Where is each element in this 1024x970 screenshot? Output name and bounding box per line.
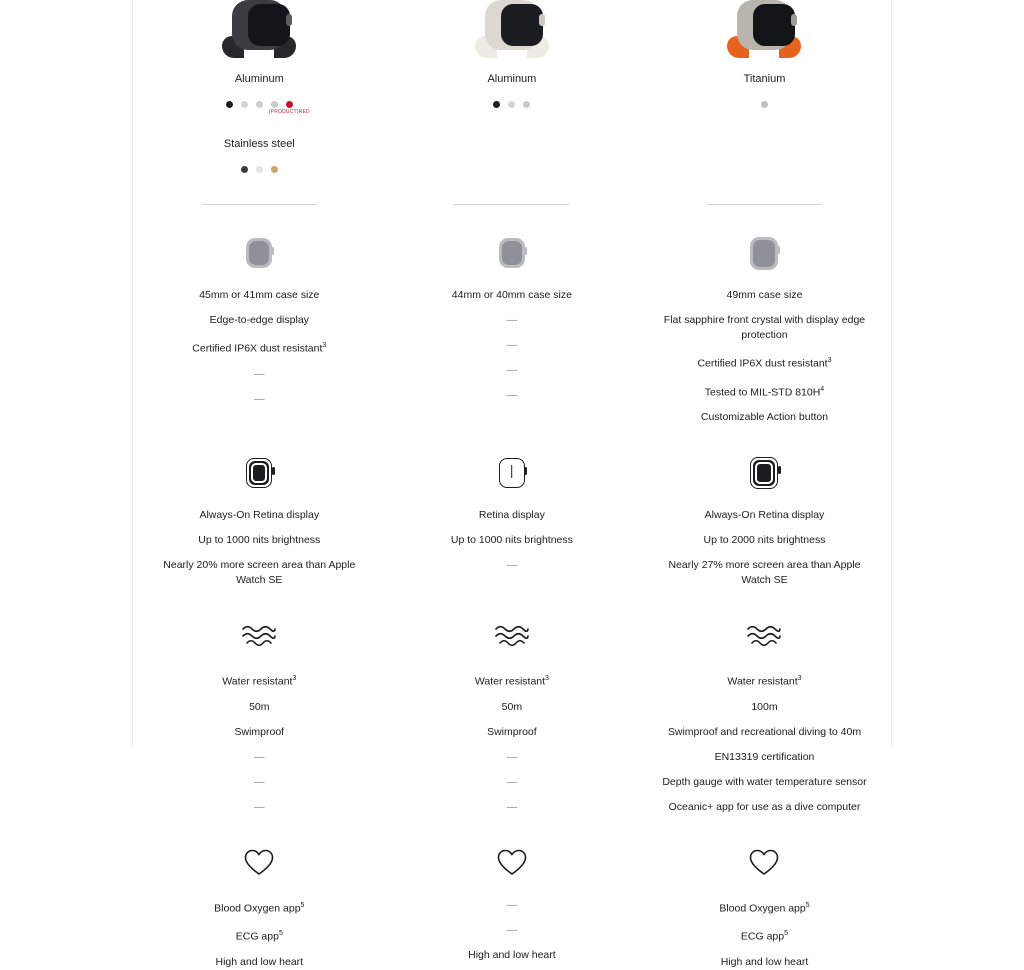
footnote-marker: 5: [784, 930, 789, 937]
spec-placeholder: —: [506, 898, 518, 911]
health-section: [133, 815, 891, 970]
product-images-row: [133, 0, 891, 58]
spec-en13319: EN13319 certification: [714, 750, 815, 763]
spec-ecg: [638, 926, 891, 945]
swatch-option[interactable]: [256, 101, 263, 108]
swatch-option[interactable]: [271, 166, 278, 173]
water-waves-icon: [133, 614, 386, 658]
watch-display-icon: [386, 451, 639, 495]
spec-brightness: Up to 1000 nits brightness: [198, 534, 321, 546]
material-label-secondary: Stainless steel: [223, 138, 295, 150]
spec-text: Water resistant: [727, 675, 798, 688]
material-label: Titanium: [743, 73, 786, 85]
spec-water-resistant: [638, 671, 891, 690]
materials-series: [133, 58, 386, 176]
spec-text: Blood Oxygen app: [719, 902, 806, 914]
display-section: [133, 425, 891, 588]
water-specs-ultra: [638, 588, 891, 815]
health-specs-ultra: [638, 815, 891, 970]
spec-mil-std: [638, 382, 891, 401]
spec-placeholder: —: [506, 389, 518, 401]
footnote-marker: 5: [300, 901, 305, 909]
spec-ecg: [133, 926, 386, 945]
spec-blood-oxygen: [638, 898, 891, 917]
product-image-series[interactable]: [133, 0, 386, 58]
swatch-option-product-red[interactable]: [268, 101, 310, 115]
spec-placeholder: —: [506, 923, 518, 936]
case-specs-se: [386, 205, 639, 425]
watch-case-icon: [133, 231, 386, 275]
heart-icon: [638, 841, 891, 885]
spec-display: Retina display: [478, 509, 545, 521]
spec-placeholder: —: [254, 367, 265, 380]
spec-text: Blood Oxygen app: [214, 902, 301, 914]
product-image-ultra[interactable]: [638, 0, 891, 58]
spec-placeholder: —: [506, 559, 518, 571]
case-section: [133, 205, 891, 425]
health-specs-se: [386, 815, 639, 970]
watch-case-icon: [386, 231, 639, 275]
spec-placeholder: —: [254, 750, 265, 763]
spec-front-crystal: Flat sapphire front crystal with display edge protection: [663, 314, 866, 341]
spec-placeholder: —: [506, 339, 518, 351]
spec-placeholder: —: [254, 775, 265, 788]
spec-case-size: 45mm or 41mm case size: [199, 289, 320, 301]
spec-brightness: Up to 1000 nits brightness: [450, 534, 573, 546]
color-swatches-aluminum-se[interactable]: [386, 97, 639, 111]
spec-swimproof: Swimproof: [487, 725, 537, 738]
footnote-marker: 3: [797, 675, 802, 682]
swatch-option[interactable]: [256, 166, 263, 173]
materials-ultra: [638, 58, 891, 176]
spec-screen-area: Nearly 27% more screen area than Apple Watch SE: [668, 559, 861, 586]
material-label: Aluminum: [487, 73, 537, 85]
water-waves-icon: [386, 614, 639, 658]
watch-display-icon: [638, 451, 891, 495]
swatch-option[interactable]: [241, 166, 248, 173]
material-label: Aluminum: [234, 73, 284, 85]
display-specs-se: [386, 425, 639, 588]
spec-dust-resistance: [133, 338, 386, 357]
spec-placeholder: —: [254, 800, 265, 813]
page-left-margin: [0, 0, 133, 749]
spec-depth-gauge: Depth gauge with water temperature sensor: [662, 775, 867, 788]
footnote-marker: 3: [292, 675, 297, 682]
materials-se: [386, 58, 639, 176]
swatch-option[interactable]: [523, 101, 530, 108]
spec-placeholder: —: [506, 364, 518, 376]
materials-row: [133, 58, 891, 176]
case-specs-ultra: [638, 205, 891, 425]
swatch-option[interactable]: [508, 101, 515, 108]
swatch-option[interactable]: [241, 101, 248, 108]
spec-text: Oceanic+ app for use as a dive computer: [668, 800, 861, 813]
spec-placeholder: —: [506, 775, 518, 788]
product-image-se[interactable]: [386, 0, 639, 58]
spec-heart-rate: High and low heart: [468, 948, 556, 961]
spec-placeholder: —: [254, 392, 265, 405]
footnote-marker: 3: [827, 357, 832, 364]
product-red-label: (PRODUCT)RED: [268, 108, 310, 115]
spec-screen-area: Nearly 20% more screen area than Apple Watch SE: [163, 559, 356, 586]
spec-case-size: 44mm or 40mm case size: [451, 289, 572, 301]
swatch-option[interactable]: [493, 101, 500, 108]
spec-dust-resistance: [638, 353, 891, 372]
spec-text: Tested to MIL-STD 810H: [704, 386, 821, 398]
compare-content: [133, 0, 891, 968]
spec-display: Always-On Retina display: [704, 509, 825, 521]
heart-icon: [386, 841, 639, 885]
spec-display: Always-On Retina display: [199, 509, 320, 521]
spec-water-resistant: [133, 671, 386, 690]
case-specs-series: [133, 205, 386, 425]
page-right-margin: [891, 0, 1024, 749]
footnote-marker: 3: [322, 342, 327, 349]
spec-blood-oxygen: [133, 898, 386, 917]
display-specs-ultra: [638, 425, 891, 588]
spec-brightness: Up to 2000 nits brightness: [703, 534, 826, 546]
water-specs-se: [386, 588, 639, 815]
footnote-marker: 5: [278, 930, 283, 937]
spec-display-type: Edge-to-edge display: [209, 314, 309, 326]
spec-text: ECG app: [740, 930, 785, 943]
spec-swimproof: Swimproof: [234, 725, 285, 738]
spec-placeholder: —: [506, 314, 518, 326]
spec-text: ECG app: [235, 930, 279, 943]
spec-water-depth: 50m: [249, 700, 270, 713]
spec-water-depth: 100m: [751, 700, 778, 713]
spec-text: Certified IP6X dust resistant: [697, 357, 828, 370]
spec-water-depth: 50m: [501, 700, 523, 713]
footnote-marker: 3: [545, 675, 549, 682]
spec-placeholder: —: [506, 750, 518, 763]
spec-action-button: Customizable Action button: [700, 411, 829, 423]
water-section: [133, 588, 891, 815]
spec-placeholder: —: [506, 800, 518, 813]
spec-text: Water resistant: [222, 675, 293, 688]
spec-case-size: 49mm case size: [726, 289, 803, 301]
watch-case-icon: [638, 231, 891, 275]
color-swatches-steel-series[interactable]: [133, 162, 386, 176]
heart-icon: [133, 841, 386, 885]
color-swatches-titanium-ultra[interactable]: [638, 97, 891, 111]
spec-text: Water resistant: [474, 675, 546, 688]
spec-heart-rate: High and low heart: [720, 955, 809, 968]
watch-display-icon: [133, 451, 386, 495]
spec-water-resistant: [386, 671, 639, 690]
swatch-option[interactable]: [226, 101, 233, 108]
footnote-marker: 5: [805, 901, 810, 909]
spec-text: Certified IP6X dust resistant: [192, 342, 323, 355]
color-swatches-aluminum-series[interactable]: [133, 97, 386, 115]
footnote-marker: 4: [820, 385, 825, 393]
water-specs-series: [133, 588, 386, 815]
spec-heart-rate: High and low heart: [215, 955, 304, 968]
spec-oceanic-app: [638, 800, 891, 815]
swatch-option[interactable]: [271, 101, 278, 108]
water-waves-icon: [638, 614, 891, 658]
swatch-option[interactable]: [761, 101, 768, 108]
display-specs-series: [133, 425, 386, 588]
spec-diving: Swimproof and recreational diving to 40m: [667, 725, 862, 738]
health-specs-series: [133, 815, 386, 970]
